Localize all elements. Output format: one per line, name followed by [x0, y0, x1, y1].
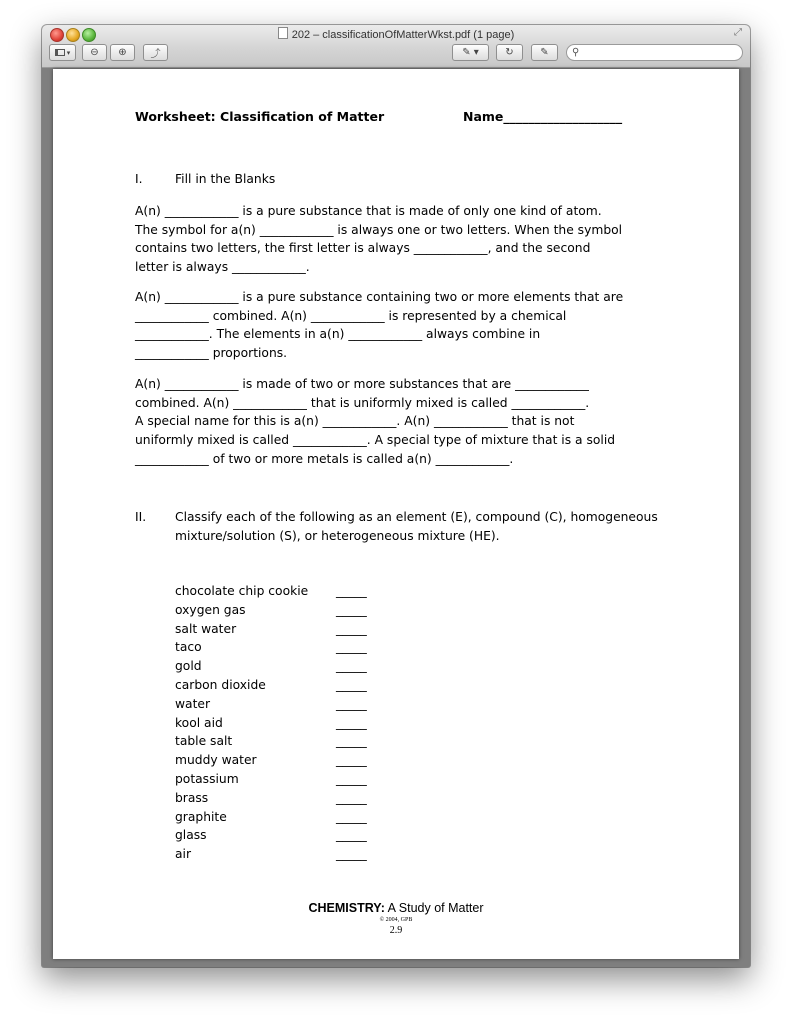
- item-label: glass: [175, 828, 207, 843]
- answer-blank: _____: [336, 734, 367, 749]
- item-label: kool aid: [175, 715, 223, 730]
- share-button[interactable]: [143, 44, 168, 61]
- list-item: [175, 676, 435, 695]
- list-item: [175, 582, 435, 601]
- title-bar: [42, 25, 750, 68]
- item-label: muddy water: [175, 753, 257, 768]
- footer-brand-name: CHEMISTRY:: [308, 901, 385, 915]
- answer-blank: _____: [336, 790, 367, 805]
- answer-blank: _____: [336, 640, 367, 655]
- pdf-page: [53, 69, 739, 959]
- item-label: table salt: [175, 734, 233, 749]
- annotate-button[interactable]: [452, 44, 489, 61]
- text-line: A(n) ____________ is a pure substance that is made of only one kind of atom.: [135, 204, 602, 218]
- answer-blank: _____: [336, 847, 367, 862]
- footer-subtitle: A Study of Matter: [384, 901, 484, 915]
- text-line: letter is always ____________.: [135, 260, 310, 275]
- text-line: mixture/solution (S), or heterogeneous mixture (HE).: [175, 528, 500, 543]
- list-item: [175, 751, 435, 770]
- paragraph-mixtures: [135, 375, 615, 469]
- item-label: graphite: [175, 809, 227, 824]
- item-label: chocolate chip cookie: [175, 584, 309, 598]
- section-2-numeral: II.: [135, 510, 147, 524]
- answer-blank: _____: [336, 828, 367, 843]
- text-line: combined. A(n) ____________ that is uniformly mixed is called ____________.: [135, 395, 590, 410]
- edit-button[interactable]: [531, 44, 558, 61]
- window-title: [42, 27, 750, 41]
- pen-icon: ✎ ▾: [462, 47, 479, 58]
- item-label: brass: [175, 790, 209, 805]
- answer-blank: _____: [336, 715, 367, 730]
- classification-list: [175, 582, 435, 864]
- text-line: ____________ of two or more metals is called a(n) ____________.: [135, 451, 514, 466]
- answer-blank: _____: [336, 771, 367, 786]
- answer-blank: _____: [336, 659, 367, 674]
- section-2-instructions: [175, 508, 658, 545]
- answer-blank: _____: [336, 602, 367, 617]
- zoom-out-icon: ⊖: [90, 47, 99, 58]
- text-line: contains two letters, the first letter is always ____________, and the second: [135, 241, 591, 256]
- zoom-out-button[interactable]: [82, 44, 107, 61]
- text-line: ____________. The elements in a(n) ____________ always combine in: [135, 327, 541, 342]
- page-number: 2.9: [389, 925, 403, 936]
- list-item: [175, 638, 435, 657]
- answer-blank: _____: [336, 621, 367, 636]
- answer-blank: _____: [336, 584, 367, 598]
- rotate-icon: ↻: [505, 47, 514, 58]
- answer-blank: _____: [336, 753, 367, 768]
- item-label: gold: [175, 659, 202, 674]
- fullscreen-icon[interactable]: ⤢: [734, 27, 742, 38]
- text-line: A special name for this is a(n) ____________. A(n) ____________ that is not: [135, 414, 575, 429]
- window-title-text: 202 – classificationOfMatterWkst.pdf (1 page): [291, 29, 515, 41]
- list-item: [175, 714, 435, 733]
- item-label: potassium: [175, 771, 239, 786]
- item-label: carbon dioxide: [175, 677, 266, 692]
- list-item: [175, 826, 435, 845]
- list-item: [175, 845, 435, 864]
- pdf-document-icon: [278, 27, 288, 39]
- text-line: ____________ proportions.: [135, 346, 288, 361]
- list-item: [175, 789, 435, 808]
- worksheet-title: Worksheet: Classification of Matter: [135, 109, 385, 124]
- list-item: [175, 808, 435, 827]
- sidebar-toggle-icon: [55, 49, 65, 56]
- section-1-title: Fill in the Blanks: [175, 172, 276, 186]
- answer-blank: _____: [336, 809, 367, 824]
- list-item: [175, 601, 435, 620]
- answer-blank: _____: [336, 677, 367, 692]
- item-label: air: [175, 847, 192, 862]
- zoom-in-button[interactable]: [110, 44, 135, 61]
- answer-blank: _____: [336, 696, 367, 711]
- item-label: taco: [175, 640, 202, 655]
- text-line: uniformly mixed is called ____________. A special type of mixture that is a solid: [135, 433, 616, 448]
- rotate-button[interactable]: [496, 44, 523, 61]
- preview-window: [42, 25, 750, 967]
- text-line: The symbol for a(n) ____________ is always one or two letters. When the symbol: [135, 222, 623, 237]
- edit-icon: ✎: [540, 47, 549, 58]
- paragraph-elements: [135, 202, 622, 277]
- text-line: Classify each of the following as an element (E), compound (C), homogeneous: [175, 510, 658, 524]
- share-icon: ⤴: [150, 49, 161, 60]
- paragraph-compounds: [135, 288, 623, 363]
- list-item: [175, 770, 435, 789]
- text-line: ____________ combined. A(n) ____________ is represented by a chemical: [135, 308, 567, 323]
- section-1-numeral: I.: [135, 172, 143, 186]
- item-label: water: [175, 696, 211, 711]
- text-line: A(n) ____________ is made of two or more substances that are ____________: [135, 377, 589, 391]
- list-item: [175, 695, 435, 714]
- footer-copyright: © 2004, GPB: [379, 917, 413, 923]
- item-label: oxygen gas: [175, 602, 246, 617]
- search-icon: ⚲: [572, 47, 580, 58]
- search-input[interactable]: [566, 44, 743, 61]
- list-item: [175, 657, 435, 676]
- chevron-down-icon: ▾: [66, 48, 71, 57]
- list-item: [175, 620, 435, 639]
- list-item: [175, 732, 435, 751]
- sidebar-toggle-button[interactable]: [49, 44, 76, 61]
- zoom-in-icon: ⊕: [118, 47, 127, 58]
- text-line: A(n) ____________ is a pure substance containing two or more elements that are: [135, 290, 624, 304]
- item-label: salt water: [175, 621, 237, 636]
- name-field-label: Name___________________: [463, 109, 623, 124]
- footer-brand: [53, 901, 739, 915]
